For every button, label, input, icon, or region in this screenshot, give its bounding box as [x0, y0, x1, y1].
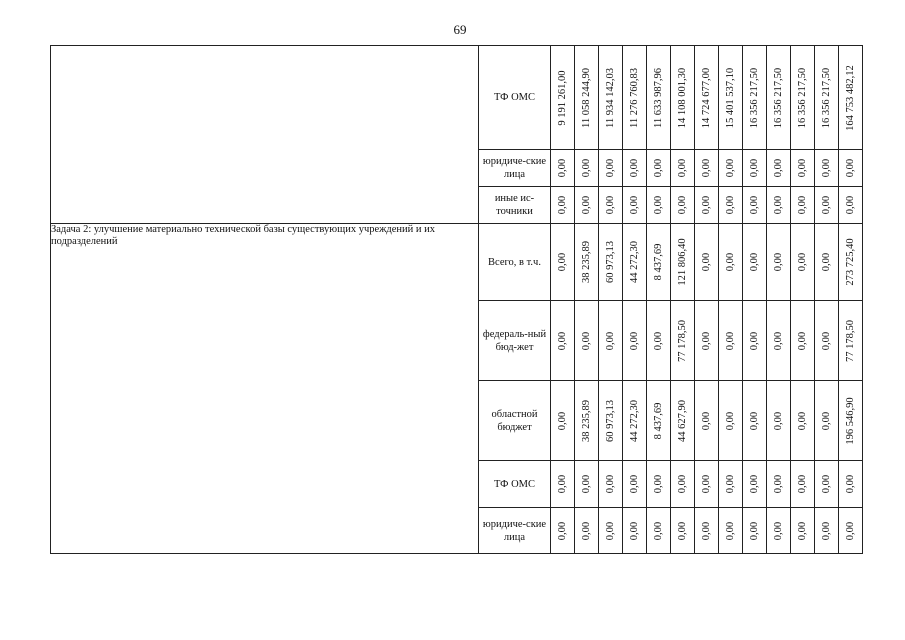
value: 0,00 — [772, 474, 784, 494]
value-cell — [599, 46, 623, 150]
value-cell — [575, 508, 599, 554]
value: 0,00 — [604, 521, 616, 540]
value: 11 934 142,03 — [604, 67, 616, 128]
value: 44 627,90 — [676, 399, 688, 442]
value-cell — [575, 461, 599, 508]
value: 0,00 — [700, 411, 712, 430]
value-cell — [791, 461, 815, 508]
value-cell — [599, 381, 623, 461]
value-cell — [623, 150, 647, 187]
value-cell — [551, 224, 575, 301]
value-cell — [647, 187, 671, 224]
value: 0,00 — [580, 158, 592, 178]
value-cell — [695, 381, 719, 461]
value-cell — [623, 301, 647, 381]
value: 0,00 — [796, 331, 808, 350]
value-cell — [695, 187, 719, 224]
value-cell — [743, 461, 767, 508]
value-cell — [599, 224, 623, 301]
value: 0,00 — [724, 331, 736, 350]
value: 0,00 — [772, 252, 784, 272]
value-cell — [671, 187, 695, 224]
value-cell — [719, 381, 743, 461]
value-cell — [551, 46, 575, 150]
value: 11 633 987,96 — [652, 67, 664, 128]
value: 0,00 — [748, 521, 760, 540]
value: 9 191 261,00 — [556, 69, 568, 126]
value-cell — [743, 508, 767, 554]
value: 0,00 — [700, 195, 712, 215]
value-cell — [575, 381, 599, 461]
value-cell — [791, 301, 815, 381]
value: 14 724 677,00 — [700, 67, 712, 128]
value: 0,00 — [652, 474, 664, 494]
value-cell — [767, 301, 791, 381]
value-cell — [815, 381, 839, 461]
value: 0,00 — [820, 252, 832, 272]
value-cell — [551, 301, 575, 381]
value-cell — [599, 301, 623, 381]
value: 0,00 — [772, 411, 784, 430]
value-cell — [839, 150, 863, 187]
value-cell — [671, 301, 695, 381]
value-cell — [791, 508, 815, 554]
value: 0,00 — [724, 474, 736, 494]
value: 0,00 — [796, 521, 808, 540]
value: 0,00 — [676, 474, 688, 494]
value-cell — [767, 46, 791, 150]
value: 16 356 217,50 — [820, 67, 832, 128]
value-cell — [791, 381, 815, 461]
value-cell — [575, 150, 599, 187]
value-cell — [575, 301, 599, 381]
value-cell — [623, 508, 647, 554]
value-cell — [695, 150, 719, 187]
source-label: иные ис-точники — [479, 187, 551, 224]
value-cell — [767, 461, 791, 508]
value: 16 356 217,50 — [772, 67, 784, 128]
value: 38 235,89 — [580, 241, 592, 283]
value: 0,00 — [604, 158, 616, 178]
value-cell — [815, 224, 839, 301]
value-cell — [743, 150, 767, 187]
value: 16 356 217,50 — [796, 67, 808, 128]
value-cell — [623, 46, 647, 150]
value: 0,00 — [724, 411, 736, 430]
value-cell — [719, 187, 743, 224]
value: 44 272,30 — [628, 399, 640, 442]
value-cell — [767, 224, 791, 301]
value-cell — [695, 224, 719, 301]
value: 0,00 — [652, 158, 664, 178]
source-label: федераль-ный бюд-жет — [479, 301, 551, 381]
value-cell — [815, 508, 839, 554]
value: 0,00 — [556, 521, 568, 540]
value: 0,00 — [772, 331, 784, 350]
value: 60 973,13 — [604, 241, 616, 283]
value: 0,00 — [748, 474, 760, 494]
value-cell — [743, 301, 767, 381]
value-cell — [719, 301, 743, 381]
value-cell — [695, 461, 719, 508]
value: 0,00 — [748, 331, 760, 350]
value-cell — [551, 508, 575, 554]
value: 77 178,50 — [676, 319, 688, 362]
value: 0,00 — [556, 158, 568, 178]
value-cell — [695, 46, 719, 150]
value: 0,00 — [676, 195, 688, 215]
table-row — [51, 46, 863, 150]
value-cell — [767, 508, 791, 554]
value-cell — [719, 508, 743, 554]
value-cell — [839, 381, 863, 461]
value-cell — [671, 46, 695, 150]
value: 16 356 217,50 — [748, 67, 760, 128]
source-label: юридиче-ские лица — [479, 150, 551, 187]
task-cell-empty — [51, 46, 479, 224]
value: 0,00 — [820, 521, 832, 540]
value: 0,00 — [700, 331, 712, 350]
value-cell — [551, 381, 575, 461]
value: 273 725,40 — [844, 238, 856, 286]
value: 44 272,30 — [628, 241, 640, 283]
value: 0,00 — [748, 252, 760, 272]
value: 0,00 — [748, 195, 760, 215]
value: 0,00 — [844, 521, 856, 540]
value: 0,00 — [748, 158, 760, 178]
value-cell — [647, 224, 671, 301]
value-cell — [599, 461, 623, 508]
value-cell — [767, 381, 791, 461]
value-cell — [719, 150, 743, 187]
value: 0,00 — [652, 331, 664, 350]
value: 0,00 — [820, 158, 832, 178]
value-cell — [743, 187, 767, 224]
value: 0,00 — [580, 474, 592, 494]
value-cell — [599, 150, 623, 187]
value: 8 437,69 — [652, 402, 664, 439]
source-label: Всего, в т.ч. — [479, 224, 551, 301]
value: 0,00 — [724, 195, 736, 215]
value: 0,00 — [796, 195, 808, 215]
value-cell — [647, 381, 671, 461]
value-cell — [623, 224, 647, 301]
value-cell — [671, 224, 695, 301]
value-cell — [671, 461, 695, 508]
value-cell — [623, 381, 647, 461]
value: 60 973,13 — [604, 399, 616, 442]
value-cell — [815, 187, 839, 224]
value: 121 806,40 — [676, 238, 688, 286]
value-cell — [551, 150, 575, 187]
value: 0,00 — [724, 252, 736, 272]
value: 0,00 — [676, 158, 688, 178]
value-cell — [791, 187, 815, 224]
value: 0,00 — [604, 331, 616, 350]
value-cell — [839, 224, 863, 301]
value: 0,00 — [628, 521, 640, 540]
value: 38 235,89 — [580, 399, 592, 442]
value: 0,00 — [796, 158, 808, 178]
value: 0,00 — [844, 195, 856, 215]
value-cell — [719, 224, 743, 301]
task-description: Задача 2: улучшение материально технической базы существующих учреждений и их подразделений — [51, 224, 479, 554]
value: 0,00 — [580, 195, 592, 215]
value: 0,00 — [628, 158, 640, 178]
value-cell — [839, 46, 863, 150]
value-cell — [695, 508, 719, 554]
value-cell — [575, 46, 599, 150]
value: 0,00 — [652, 195, 664, 215]
value-cell — [647, 46, 671, 150]
source-label: ТФ ОМС — [479, 46, 551, 150]
value: 196 546,90 — [844, 396, 856, 445]
value-cell — [815, 461, 839, 508]
value-cell — [599, 187, 623, 224]
source-label: ТФ ОМС — [479, 461, 551, 508]
value-cell — [839, 301, 863, 381]
source-label: областной бюджет — [479, 381, 551, 461]
value: 0,00 — [556, 474, 568, 494]
value: 0,00 — [556, 195, 568, 215]
value-cell — [671, 150, 695, 187]
value-cell — [815, 46, 839, 150]
value: 0,00 — [628, 331, 640, 350]
value-cell — [599, 508, 623, 554]
value-cell — [671, 508, 695, 554]
value-cell — [647, 461, 671, 508]
value: 0,00 — [580, 521, 592, 540]
value-cell — [551, 461, 575, 508]
value-cell — [791, 150, 815, 187]
value-cell — [623, 461, 647, 508]
value: 0,00 — [772, 195, 784, 215]
value-cell — [647, 508, 671, 554]
value-cell — [839, 461, 863, 508]
value-cell — [551, 187, 575, 224]
value-cell — [767, 150, 791, 187]
value: 77 178,50 — [844, 319, 856, 362]
value: 11 058 244,90 — [580, 67, 592, 128]
value: 0,00 — [820, 195, 832, 215]
value: 0,00 — [628, 474, 640, 494]
value: 0,00 — [796, 474, 808, 494]
value-cell — [791, 46, 815, 150]
value: 0,00 — [796, 411, 808, 430]
value-cell — [671, 381, 695, 461]
value-cell — [743, 381, 767, 461]
value-cell — [695, 301, 719, 381]
value: 0,00 — [604, 474, 616, 494]
value: 0,00 — [580, 331, 592, 350]
value-cell — [623, 187, 647, 224]
value: 11 276 760,83 — [628, 67, 640, 128]
value: 0,00 — [556, 411, 568, 430]
value: 0,00 — [652, 521, 664, 540]
value: 0,00 — [820, 411, 832, 430]
value: 0,00 — [724, 521, 736, 540]
value: 15 401 537,10 — [724, 67, 736, 128]
value-cell — [791, 224, 815, 301]
value-cell — [719, 46, 743, 150]
value: 0,00 — [844, 158, 856, 178]
value-cell — [767, 187, 791, 224]
value: 0,00 — [604, 195, 616, 215]
value-cell — [647, 150, 671, 187]
value-cell — [743, 224, 767, 301]
value: 14 108 001,30 — [676, 67, 688, 128]
value-cell — [575, 187, 599, 224]
value: 8 437,69 — [652, 243, 664, 281]
value: 0,00 — [748, 411, 760, 430]
value: 164 753 482,12 — [844, 64, 856, 131]
value: 0,00 — [676, 521, 688, 540]
value: 0,00 — [700, 158, 712, 178]
budget-table — [50, 45, 863, 554]
value: 0,00 — [700, 252, 712, 272]
page-number: 69 — [453, 22, 467, 37]
value: 0,00 — [772, 158, 784, 178]
value-cell — [743, 46, 767, 150]
value-cell — [647, 301, 671, 381]
table-row — [51, 224, 863, 301]
value-cell — [839, 187, 863, 224]
value: 0,00 — [796, 252, 808, 272]
value: 0,00 — [772, 521, 784, 540]
value: 0,00 — [820, 331, 832, 350]
value: 0,00 — [700, 521, 712, 540]
value-cell — [575, 224, 599, 301]
value: 0,00 — [820, 474, 832, 494]
value-cell — [839, 508, 863, 554]
value: 0,00 — [628, 195, 640, 215]
source-label: юридиче-ские лица — [479, 508, 551, 554]
value-cell — [815, 150, 839, 187]
value: 0,00 — [724, 158, 736, 178]
value: 0,00 — [556, 252, 568, 272]
value: 0,00 — [844, 474, 856, 494]
value: 0,00 — [556, 331, 568, 350]
value-cell — [719, 461, 743, 508]
value: 0,00 — [700, 474, 712, 494]
value-cell — [815, 301, 839, 381]
